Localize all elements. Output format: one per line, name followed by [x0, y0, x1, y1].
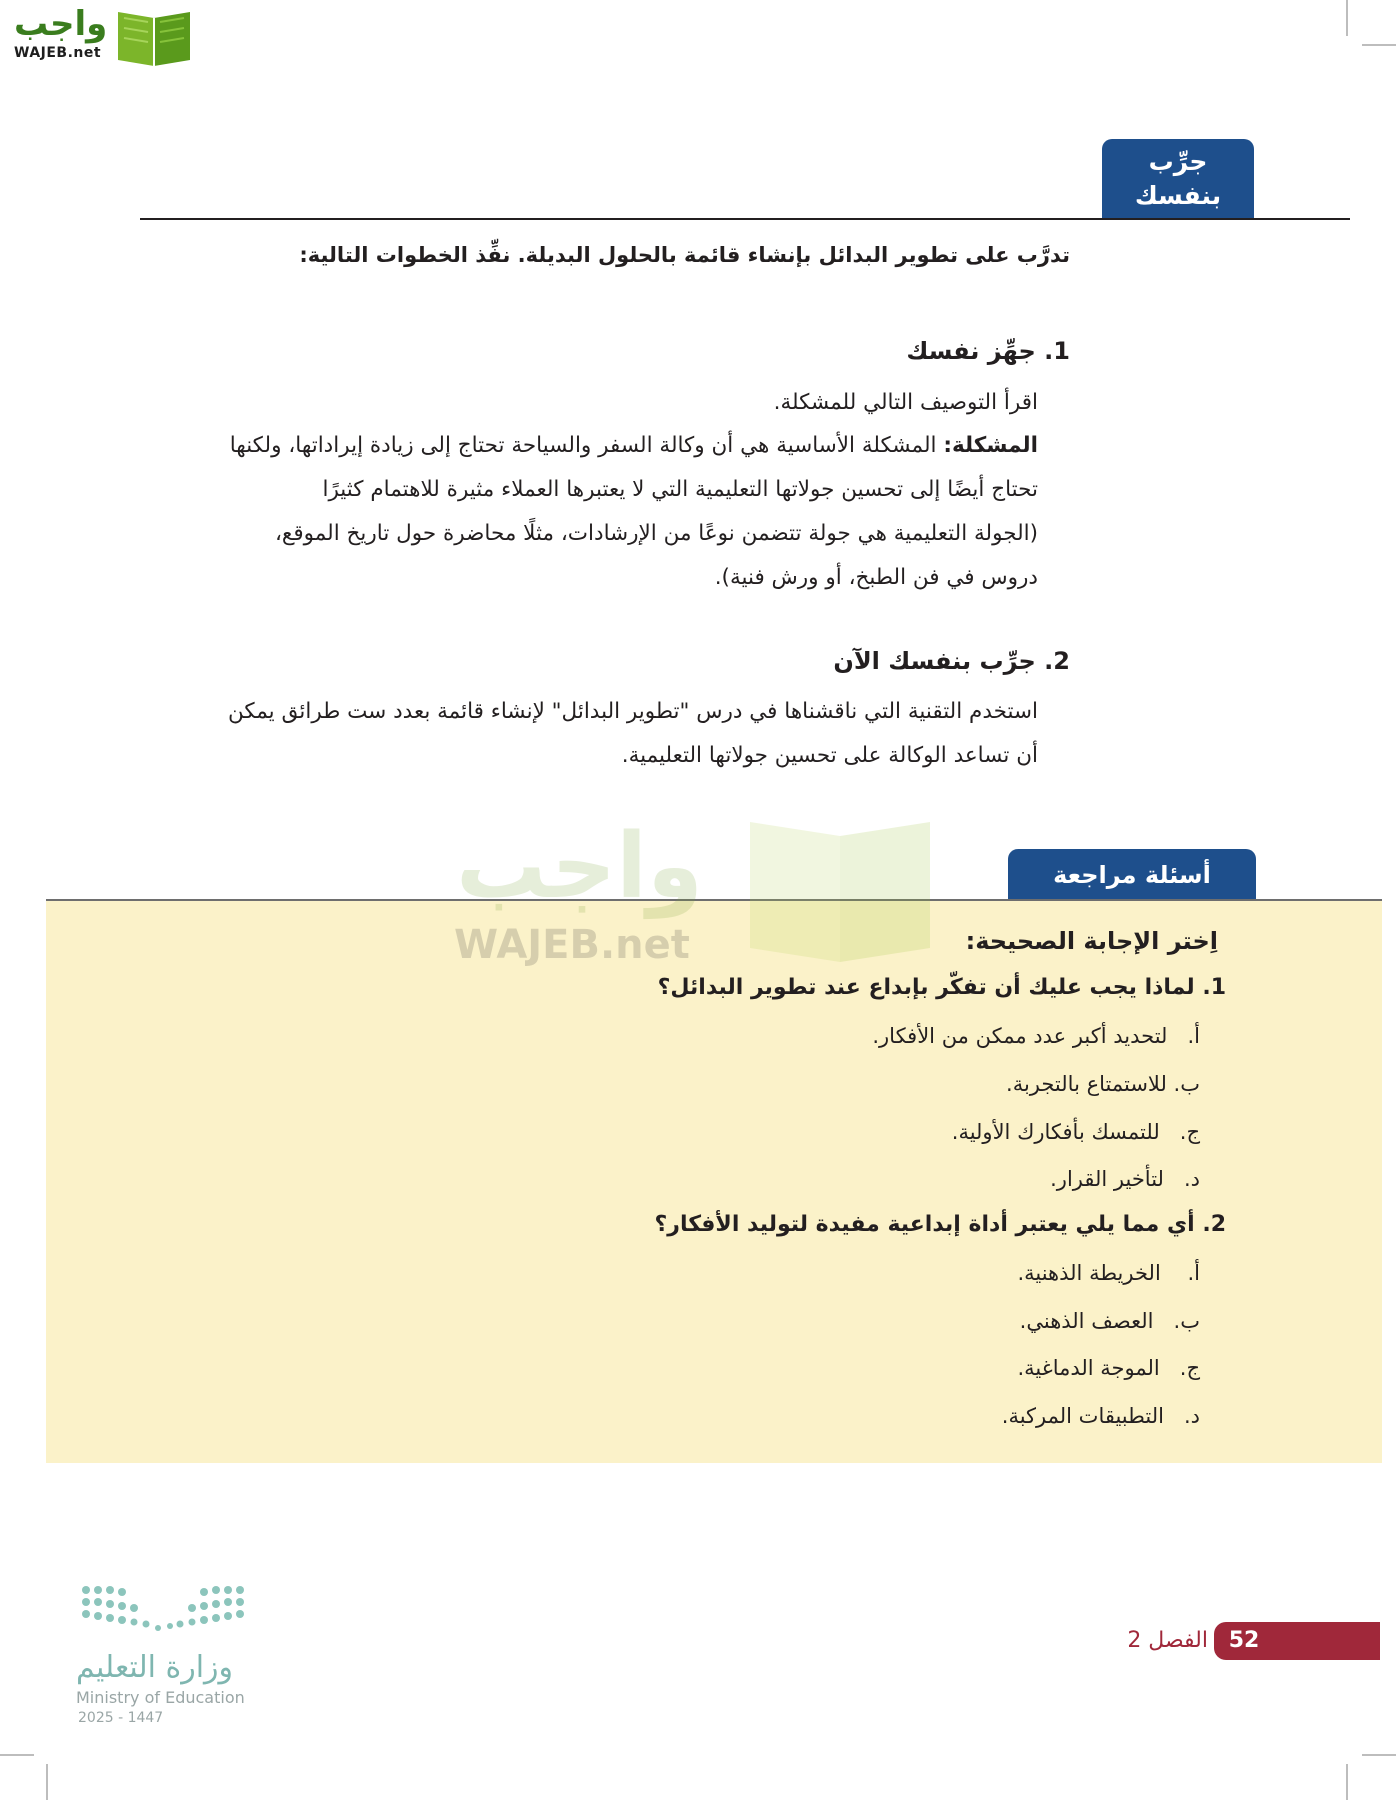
- crop-mark: [1346, 1764, 1348, 1800]
- review-tab: [1008, 849, 1256, 901]
- ministry-year: 2025 - 1447: [78, 1710, 164, 1726]
- problem-line-1: [168, 424, 1038, 468]
- ministry-name-en: Ministry of Education: [76, 1688, 245, 1707]
- logo-text-ar: واجب: [14, 4, 108, 44]
- problem-text-1: المشكلة الأساسية هي أن وكالة السفر والسياحة تحتاج إلى زيادة إيراداتها، ولكنها: [229, 433, 944, 458]
- option-letter: أ.: [1187, 1261, 1200, 1285]
- option-letter: د.: [1183, 1167, 1200, 1191]
- option-letter: ج.: [1179, 1356, 1200, 1380]
- option-letter: ب.: [1173, 1309, 1200, 1333]
- problem-line-4: دروس في فن الطبخ، أو ورش فنية).: [714, 565, 1038, 590]
- ministry-dots-icon: [78, 1582, 248, 1638]
- review-instruction: اِختر الإجابة الصحيحة:: [965, 927, 1218, 955]
- tab-line-2: بنفسك: [1134, 181, 1222, 210]
- option-text: الخريطة الذهنية.: [1017, 1261, 1161, 1285]
- option-1a[interactable]: [872, 1019, 1200, 1053]
- logo-text-en: WAJEB.net: [14, 45, 102, 61]
- option-text: العصف الذهني.: [1019, 1309, 1154, 1333]
- option-2d[interactable]: [1002, 1399, 1200, 1433]
- step2-title: 2. جرِّب بنفسك الآن: [833, 647, 1070, 675]
- step2-line-2: أن تساعد الوكالة على تحسين جولاتها التعليمية.: [621, 743, 1038, 768]
- review-tab-label: أسئلة مراجعة: [1053, 861, 1211, 889]
- option-1b[interactable]: [1006, 1067, 1200, 1101]
- question-2: 2. أي مما يلي يعتبر أداة إبداعية مفيدة لتوليد الأفكار؟: [654, 1212, 1226, 1237]
- watermark-text-en: WAJEB.net: [454, 922, 690, 968]
- page-number: 52: [1228, 1628, 1260, 1653]
- step1-read: اقرأ التوصيف التالي للمشكلة.: [773, 390, 1038, 415]
- option-1c[interactable]: [952, 1115, 1200, 1149]
- crop-mark: [1346, 0, 1348, 36]
- option-letter: ج.: [1179, 1120, 1200, 1144]
- wajeb-logo: [8, 4, 198, 68]
- step1-title: 1. جهِّز نفسك: [906, 337, 1070, 365]
- option-text: الموجة الدماغية.: [1017, 1356, 1160, 1380]
- chapter-label: الفصل 2: [1127, 1628, 1208, 1653]
- wajeb-watermark: [450, 812, 950, 982]
- watermark-text-ar: واجب: [456, 814, 703, 919]
- option-text: لتحديد أكبر عدد ممكن من الأفكار.: [872, 1024, 1168, 1048]
- option-text: التطبيقات المركبة.: [1001, 1404, 1164, 1428]
- option-text: لتأخير القرار.: [1050, 1167, 1164, 1191]
- question-1: 1. لماذا يجب عليك أن تفكّر بإبداع عند تطوير البدائل؟: [657, 975, 1226, 1000]
- option-text: للتمسك بأفكارك الأولية.: [951, 1120, 1160, 1144]
- option-1d[interactable]: [1050, 1162, 1200, 1196]
- option-letter: د.: [1183, 1404, 1200, 1428]
- problem-label: المشكلة:: [943, 433, 1038, 458]
- option-text: للاستمتاع بالتجربة.: [1006, 1072, 1167, 1096]
- problem-line-3: (الجولة التعليمية هي جولة تتضمن نوعًا من الإرشادات، مثلًا محاضرة حول تاريخ الموقع،: [274, 521, 1038, 546]
- section-divider: [140, 218, 1350, 220]
- option-2b[interactable]: [1020, 1304, 1200, 1338]
- crop-mark: [0, 1754, 34, 1756]
- book-icon: [112, 8, 196, 68]
- step2-paragraph: [168, 690, 1038, 778]
- option-letter: ب.: [1173, 1072, 1200, 1096]
- crop-mark: [46, 1764, 48, 1800]
- problem-paragraph: [168, 424, 1038, 600]
- tab-line-1: جرِّب: [1148, 147, 1208, 176]
- option-2c[interactable]: [1017, 1351, 1200, 1385]
- option-2a[interactable]: [1017, 1256, 1200, 1290]
- try-yourself-tab: [1102, 139, 1254, 219]
- crop-mark: [1362, 1754, 1396, 1756]
- watermark-book-icon: [740, 816, 940, 966]
- crop-mark: [1362, 44, 1396, 46]
- problem-line-2: تحتاج أيضًا إلى تحسين جولاتها التعليمية التي لا يعتبرها العملاء مثيرة للاهتمام كثيرًا: [322, 477, 1038, 502]
- step2-line-1: استخدم التقنية التي ناقشناها في درس "تطوير البدائل" لإنشاء قائمة بعدد ست طرائق يمكن: [227, 699, 1038, 724]
- ministry-name-ar: وزارة التعليم: [76, 1650, 234, 1685]
- option-letter: أ.: [1187, 1024, 1200, 1048]
- intro-text: تدرَّب على تطوير البدائل بإنشاء قائمة بالحلول البديلة. نفِّذ الخطوات التالية:: [299, 243, 1070, 267]
